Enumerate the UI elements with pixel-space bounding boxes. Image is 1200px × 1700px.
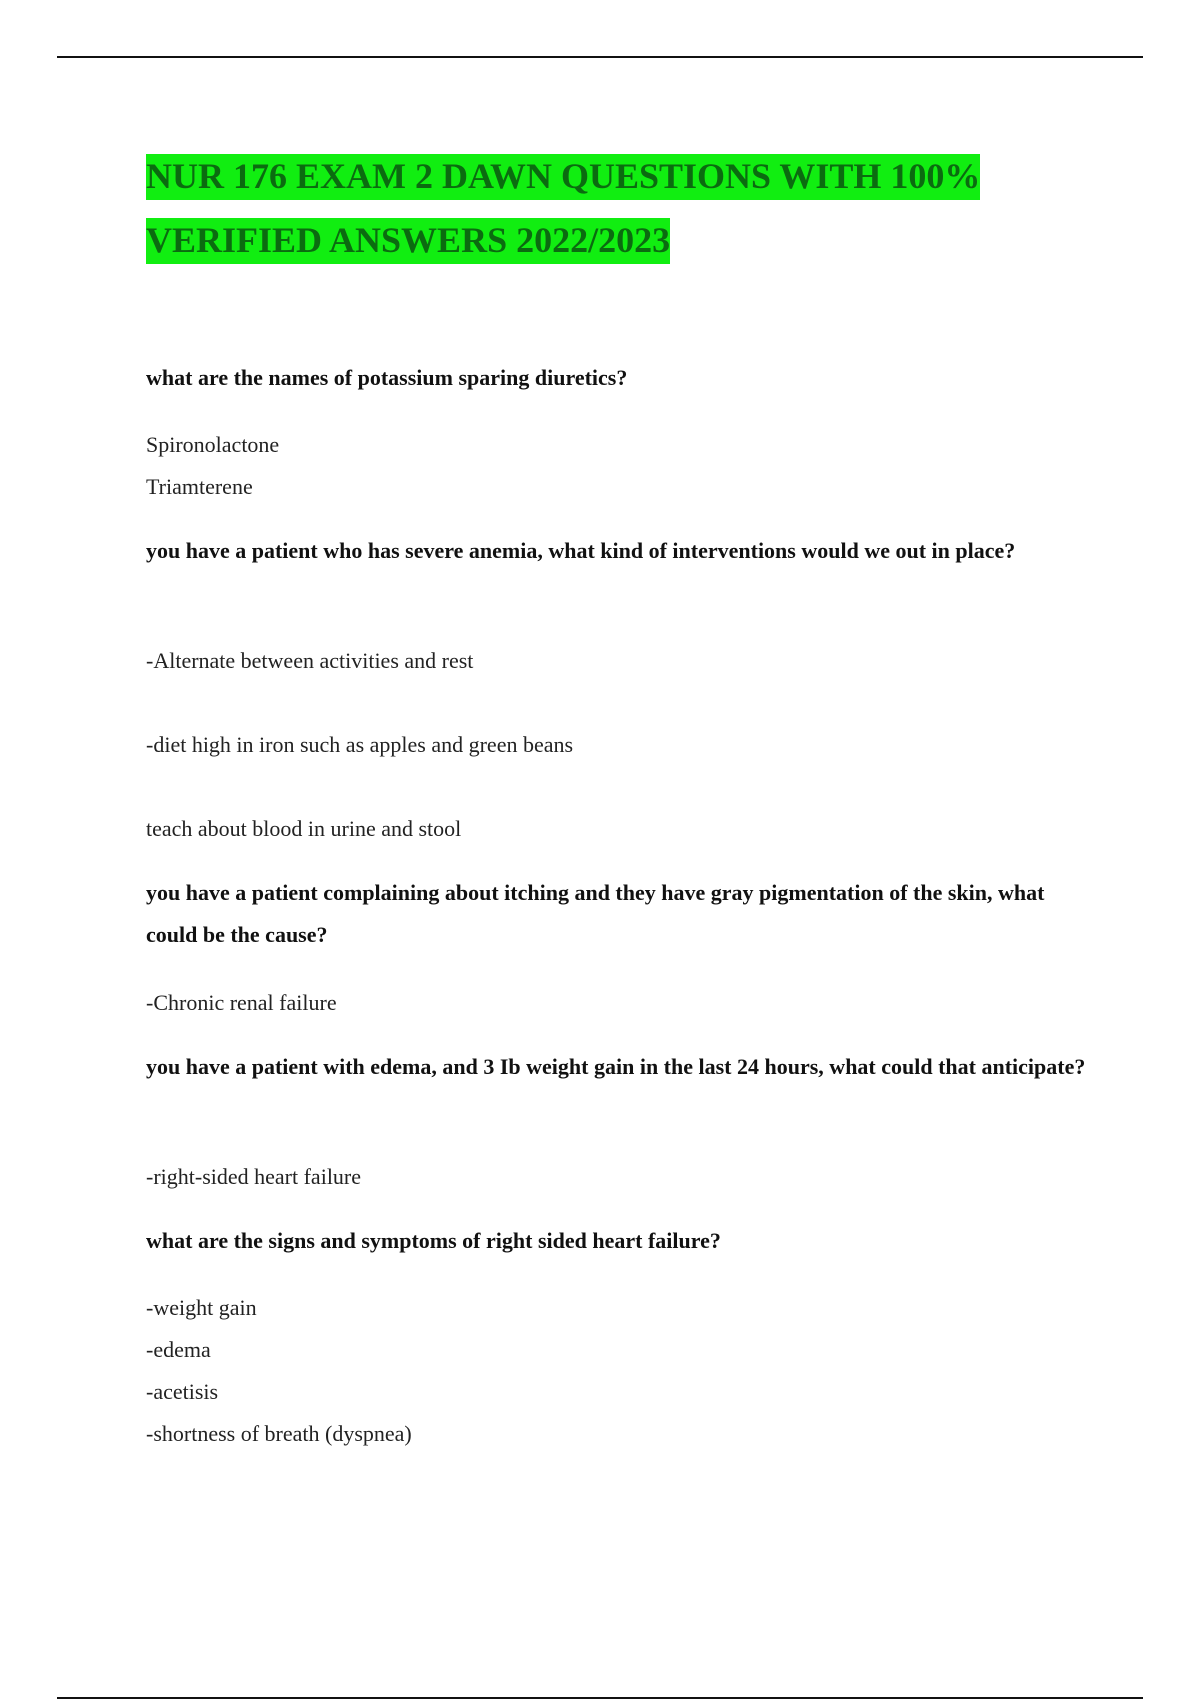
answer-4-1-block — [146, 1156, 1086, 1198]
qa-block-3 — [146, 872, 1086, 956]
answer-3-1: -Chronic renal failure — [146, 990, 337, 1015]
answer-5-2: -edema — [146, 1337, 211, 1362]
answer-1-1: Spironolactone — [146, 432, 280, 457]
answer-2-3-block — [146, 808, 1086, 850]
answer-2-1-block — [146, 640, 1086, 682]
question-1: what are the names of potassium sparing diuretics? — [146, 365, 628, 390]
top-rule — [57, 56, 1143, 58]
answers-block-1 — [146, 424, 1086, 508]
answer-5-4: -shortness of breath (dyspnea) — [146, 1421, 412, 1446]
qa-block-4 — [146, 1046, 1086, 1088]
answers-block-5 — [146, 1287, 1086, 1455]
answer-4-1: -right-sided heart failure — [146, 1164, 362, 1189]
qa-block-5 — [146, 1220, 1086, 1262]
answer-3-1-block — [146, 982, 1086, 1024]
answer-1-2: Triamterene — [146, 474, 253, 499]
question-4: you have a patient with edema, and 3 Ib weight gain in the last 24 hours, what could that anticipate? — [146, 1054, 1086, 1079]
bottom-rule — [57, 1697, 1143, 1699]
answer-2-3: teach about blood in urine and stool — [146, 816, 462, 841]
answer-2-2-block — [146, 724, 1086, 766]
qa-block-1 — [146, 357, 1086, 399]
question-2: you have a patient who has severe anemia, what kind of interventions would we out in place? — [146, 538, 1016, 563]
document-title — [146, 144, 1106, 272]
question-5: what are the signs and symptoms of right sided heart failure? — [146, 1228, 721, 1253]
question-3: you have a patient complaining about itching and they have gray pigmentation of the skin, what could be the cause? — [146, 880, 1045, 947]
answer-5-3: -acetisis — [146, 1379, 219, 1404]
answer-2-2: -diet high in iron such as apples and green beans — [146, 732, 574, 757]
title-highlight: NUR 176 EXAM 2 DAWN QUESTIONS WITH 100% VERIFIED ANSWERS 2022/2023 — [146, 154, 980, 264]
answer-5-1: -weight gain — [146, 1295, 257, 1320]
answer-2-1: -Alternate between activities and rest — [146, 648, 474, 673]
qa-block-2 — [146, 530, 1086, 572]
